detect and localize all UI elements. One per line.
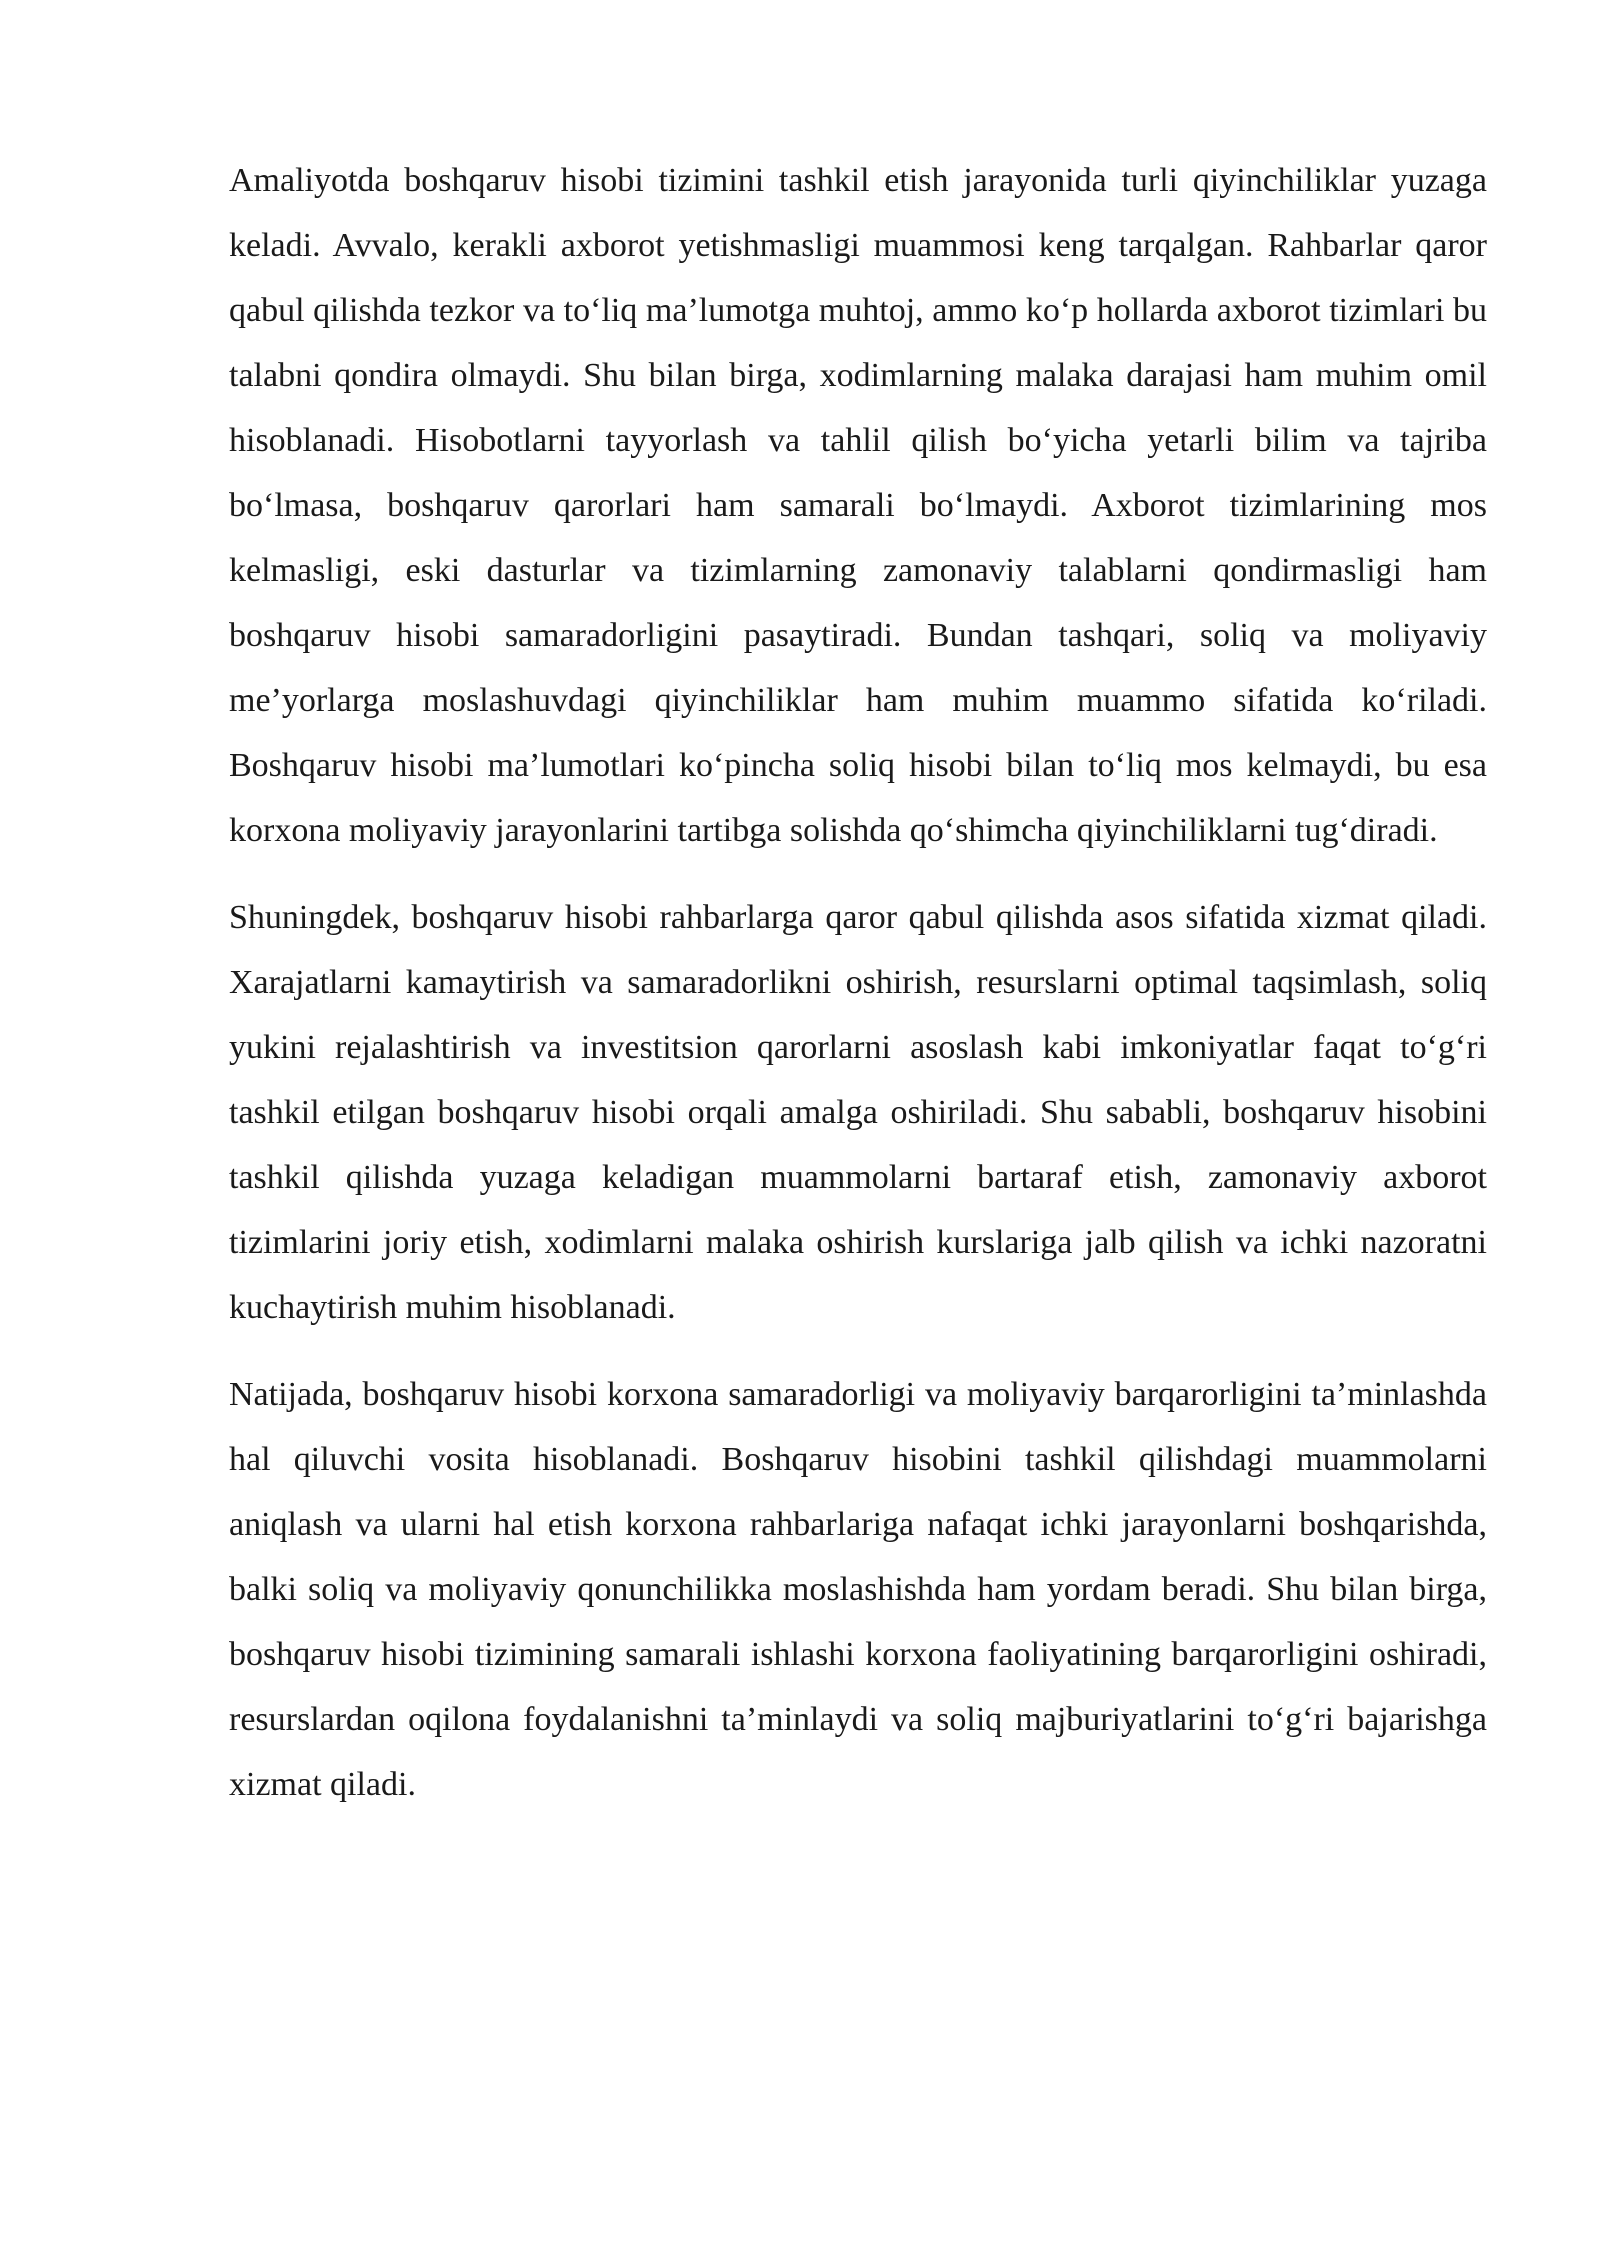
paragraph-2: Shuningdek, boshqaruv hisobi rahbarlarga qaror qabul qilishda asos sifatida xizmat qiladi. Xarajatlarni kamaytirish va samaradorlikni oshirish, resurslarni optimal taqsimlash, soliq yukini rejalashtirish va investitsion qarorlarni asoslash kabi imkoniyatlar faqat to‘g‘ri tashkil etilgan boshqaruv hisobi orqali amalga oshiriladi. Shu sababli, boshqaruv hisobini tashkil qilishda yuzaga keladigan muammolarni bartaraf etish, zamonaviy axborot tizimlarini joriy etish, xodimlarni malaka oshirish kurslariga jalb qilish va ichki nazoratni kuchaytirish muhim hisoblanadi.	[229, 899, 1487, 1326]
document-body	[229, 148, 1487, 1839]
paragraph-1: Amaliyotda boshqaruv hisobi tizimini tashkil etish jarayonida turli qiyinchiliklar yuzaga keladi. Avvalo, kerakli axborot yetishmasligi muammosi keng tarqalgan. Rahbarlar qaror qabul qilishda tezkor va to‘liq ma’lumotga muhtoj, ammo ko‘p hollarda axborot tizimlari bu talabni qondira olmaydi. Shu bilan birga, xodimlarning malaka darajasi ham muhim omil hisoblanadi. Hisobotlarni tayyorlash va tahlil qilish bo‘yicha yetarli bilim va tajriba bo‘lmasa, boshqaruv qarorlari ham samarali bo‘lmaydi. Axborot tizimlarining mos kelmasligi, eski dasturlar va tizimlarning zamonaviy talablarni qondirmasligi ham boshqaruv hisobi samaradorligini pasaytiradi. Bundan tashqari, soliq va moliyaviy me’yorlarga moslashuvdagi qiyinchiliklar ham muhim muammo sifatida ko‘riladi. Boshqaruv hisobi ma’lumotlari ko‘pincha soliq hisobi bilan to‘liq mos kelmaydi, bu esa korxona moliyaviy jarayonlarini tartibga solishda qo‘shimcha qiyinchiliklarni tug‘diradi.	[229, 162, 1487, 849]
paragraph-3: Natijada, boshqaruv hisobi korxona samaradorligi va moliyaviy barqarorligini ta’minlashda hal qiluvchi vosita hisoblanadi. Boshqaruv hisobini tashkil qilishdagi muammolarni aniqlash va ularni hal etish korxona rahbarlariga nafaqat ichki jarayonlarni boshqarishda, balki soliq va moliyaviy qonunchilikka moslashishda ham yordam beradi. Shu bilan birga, boshqaruv hisobi tizimining samarali ishlashi korxona faoliyatining barqarorligini oshiradi, resurslardan oqilona foydalanishni ta’minlaydi va soliq majburiyatlarini to‘g‘ri bajarishga xizmat qiladi.	[229, 1376, 1487, 1803]
